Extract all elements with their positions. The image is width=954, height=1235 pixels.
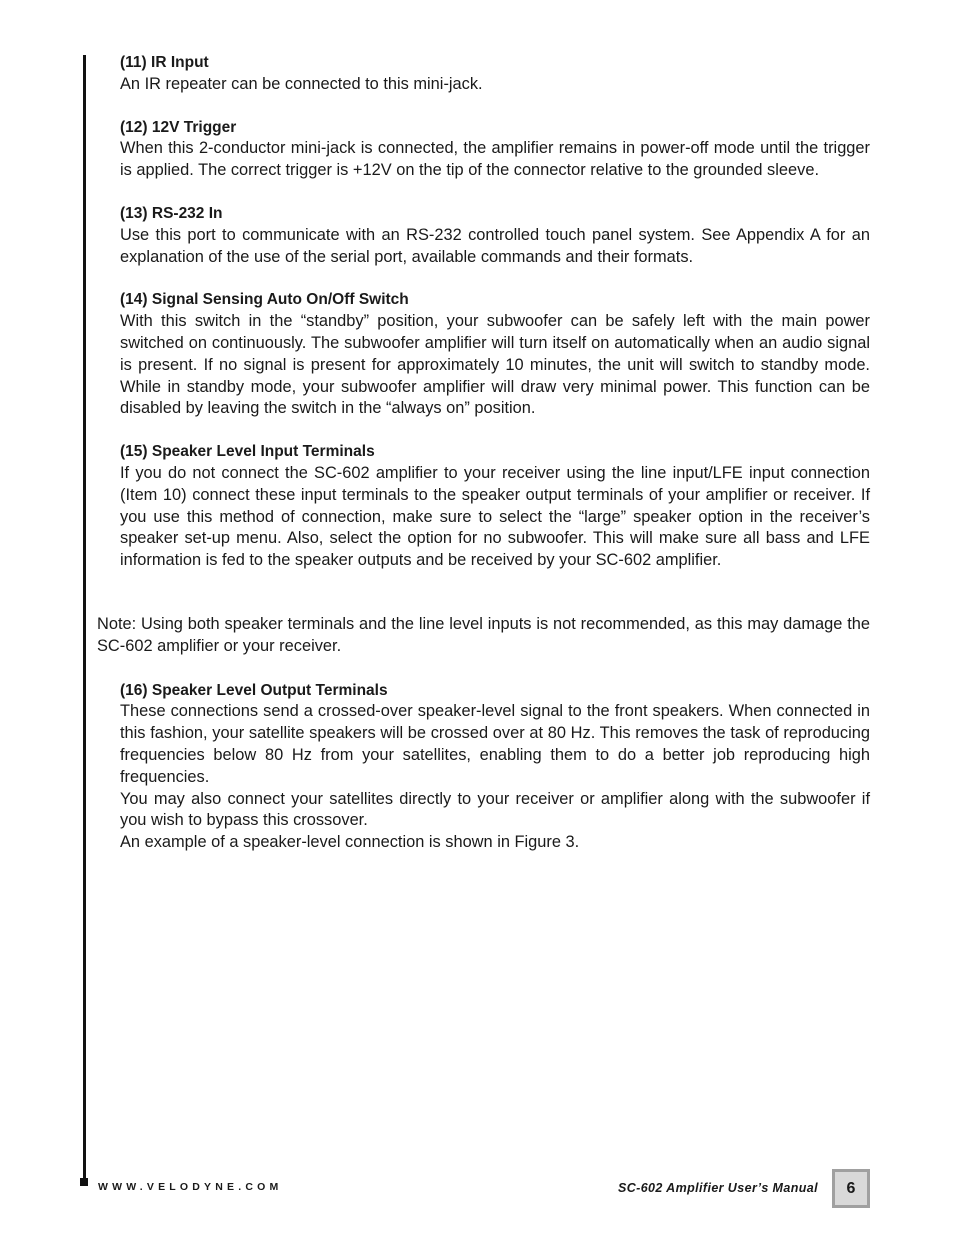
section-heading: (12) 12V Trigger bbox=[120, 118, 237, 136]
section-speaker-level-output bbox=[120, 680, 870, 854]
section-body: An IR repeater can be connected to this mini-jack. bbox=[120, 74, 483, 93]
section-body: If you do not connect the SC-602 amplifier to your receiver using the line input/LFE input connection (Item 10) connect these input terminals to the speaker output terminals of your amplifier or receiver. If you use this method of connection, make sure to select the “large” speaker option in the receiver’s speaker set-up menu. Also, select the option for no subwoofer. This will make sure all bass and LFE information is fed to the speaker outputs and be received by your SC-602 amplifier. bbox=[120, 463, 870, 570]
section-speaker-level-input bbox=[120, 441, 870, 572]
section-heading: (14) Signal Sensing Auto On/Off Switch bbox=[120, 291, 409, 309]
section-rs232-in bbox=[120, 203, 870, 268]
section-body: When this 2-conductor mini-jack is connected, the amplifier remains in power-off mode until the trigger is applied. The correct trigger is +12V on the tip of the connector relative to the grounded sleeve. bbox=[120, 139, 870, 180]
section-body: These connections send a crossed-over speaker-level signal to the front speakers. When connected in this fashion, your satellite speakers will be crossed over at 80 Hz. This removes the task of reproducing frequencies below 80 Hz from your satellites, enabling them to do a better job reproducing high frequencies. bbox=[120, 702, 870, 786]
margin-rule-end-square bbox=[80, 1178, 88, 1186]
left-margin-rule bbox=[83, 55, 86, 1181]
section-body: Use this port to communicate with an RS-232 controlled touch panel system. See Appendix A for an explanation of the use of the serial port, available commands and their formats. bbox=[120, 225, 870, 266]
footer-manual-title: SC-602 Amplifier User’s Manual bbox=[617, 1181, 818, 1195]
section-body: With this switch in the “standby” position, your subwoofer can be safely left with the main power switched on continuously. The subwoofer amplifier will turn itself on automatically when an audio signal is present. If no signal is present for approximately 10 minutes, the unit will switch to standby mode. While in standby mode, your subwoofer amplifier will draw very minimal power. This function can be disabled by leaving the switch in the “always on” position. bbox=[120, 312, 870, 418]
section-paragraph: An example of a speaker-level connection is shown in Figure 3. bbox=[120, 833, 580, 852]
section-heading: (11) IR Input bbox=[120, 54, 209, 71]
page-content bbox=[97, 52, 870, 875]
footer-website: WWW.VELODYNE.COM bbox=[98, 1181, 283, 1193]
page-number: 6 bbox=[832, 1169, 870, 1208]
section-heading: (16) Speaker Level Output Terminals bbox=[120, 681, 388, 699]
section-heading: (15) Speaker Level Input Terminals bbox=[120, 443, 375, 461]
section-paragraph: You may also connect your satellites directly to your receiver or amplifier along with the subwoofer if you wish to bypass this crossover. bbox=[120, 789, 870, 830]
section-heading: (13) RS-232 In bbox=[120, 204, 223, 222]
note-paragraph: Note: Using both speaker terminals and the line level inputs is not recommended, as this may damage the SC-602 amplifier or your receiver. bbox=[97, 614, 870, 655]
section-auto-on-off-switch bbox=[120, 289, 870, 420]
section-ir-input bbox=[120, 52, 870, 96]
section-12v-trigger bbox=[120, 117, 870, 182]
